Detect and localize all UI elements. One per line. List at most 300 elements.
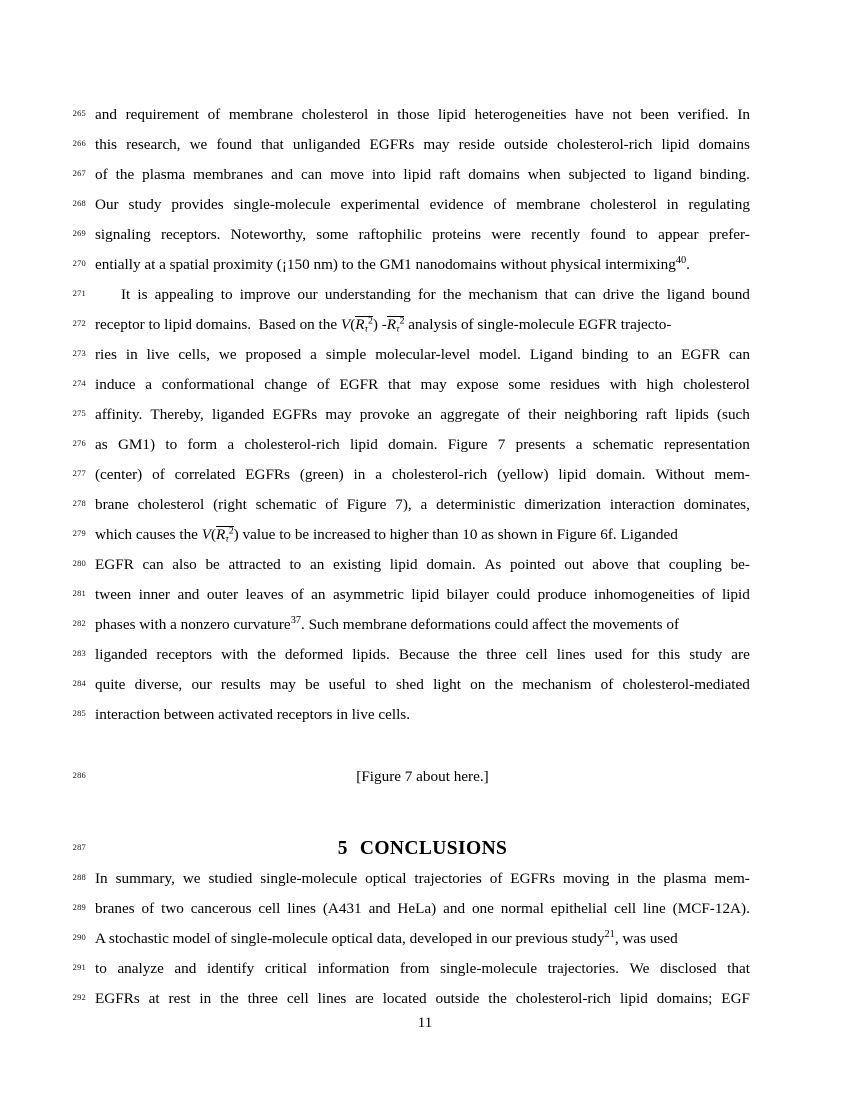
word: membrane — [516, 196, 581, 213]
word: single-molecule — [233, 196, 331, 213]
line-text — [95, 460, 750, 490]
line-text — [95, 190, 750, 220]
word: for — [417, 286, 436, 303]
line-text — [95, 894, 750, 924]
line-number: 267 — [72, 168, 86, 178]
word: receptors — [156, 646, 213, 663]
word: receptors. — [160, 226, 221, 243]
word: to — [633, 166, 646, 183]
word: lipid — [403, 166, 432, 183]
word: dominates, — [683, 496, 750, 513]
word: domains; — [656, 990, 713, 1007]
line-text — [95, 924, 750, 954]
line-text — [95, 310, 750, 340]
word: information — [317, 960, 390, 977]
word: a — [375, 466, 382, 483]
word: tween — [95, 586, 132, 603]
line-number: 276 — [72, 438, 86, 448]
line-text-tail: . Such membrane deformations could affect the movements of — [301, 616, 680, 633]
word: we — [189, 136, 208, 153]
word: unliganded — [292, 136, 361, 153]
word: (right — [213, 496, 247, 513]
word: provoke — [359, 406, 410, 423]
word: induce — [95, 376, 136, 393]
word: binding. — [699, 166, 750, 183]
word: bound — [711, 286, 750, 303]
line-text — [95, 430, 750, 460]
word: regulating — [688, 196, 750, 213]
word: identify — [206, 960, 255, 977]
word: affinity. — [95, 406, 143, 423]
justified-line — [95, 640, 750, 670]
line-text — [95, 130, 750, 160]
line-number: 268 — [72, 198, 86, 208]
justified-line — [95, 490, 750, 520]
word: cholesterol — [301, 106, 369, 123]
text-line — [0, 400, 850, 430]
section-title: CONCLUSIONS — [359, 838, 508, 859]
text-line — [0, 864, 850, 894]
word: cell — [525, 646, 548, 663]
word: 7 — [497, 436, 506, 453]
word: the — [641, 286, 660, 303]
word: proteins — [432, 226, 482, 243]
word: the — [488, 990, 507, 1007]
word: of — [489, 870, 503, 887]
word: Figure — [447, 436, 488, 453]
word: study — [128, 196, 162, 213]
word: may — [420, 376, 447, 393]
word: be- — [730, 556, 750, 573]
word: to — [95, 960, 107, 977]
word: have — [575, 106, 604, 123]
line-number: 287 — [72, 842, 86, 852]
word: can — [574, 286, 596, 303]
word: results — [220, 676, 261, 693]
word: moving — [562, 870, 610, 887]
word: to — [220, 286, 233, 303]
word: coupling — [668, 556, 722, 573]
line-number: 282 — [72, 618, 86, 628]
line-text — [95, 280, 750, 310]
word: that — [727, 960, 750, 977]
word: EGFR — [95, 556, 134, 573]
word: lipid — [437, 106, 466, 123]
text-line — [0, 984, 850, 1014]
word: of — [701, 586, 715, 603]
line-number: 270 — [72, 258, 86, 268]
word: EGF — [721, 990, 750, 1007]
word: brane — [95, 496, 129, 513]
line-number: 277 — [72, 468, 86, 478]
word: outside — [504, 136, 548, 153]
line-text — [95, 762, 750, 792]
citation-superscript[interactable]: 37 — [290, 614, 302, 626]
word: verified. — [677, 106, 729, 123]
line-number: 284 — [72, 678, 86, 688]
word: an — [417, 406, 433, 423]
word: domain. — [388, 436, 438, 453]
line-text — [95, 864, 750, 894]
word: 7), — [395, 496, 412, 513]
line-text — [95, 700, 750, 730]
word: and — [95, 106, 117, 123]
word: bilayer — [446, 586, 489, 603]
word: Thereby, — [150, 406, 204, 423]
word: to — [636, 226, 648, 243]
word: as — [95, 436, 108, 453]
text-line — [0, 762, 850, 792]
word: evidence — [429, 196, 484, 213]
word: epithelial — [550, 900, 608, 917]
word: mechanism — [468, 286, 538, 303]
line-number: 288 — [72, 872, 86, 882]
word: and — [174, 960, 197, 977]
word: cells, — [178, 346, 210, 363]
word: lipid — [389, 556, 418, 573]
word: EGFRs — [272, 406, 318, 423]
line-number: 271 — [72, 288, 86, 298]
word: to — [289, 556, 302, 573]
word: above — [592, 556, 629, 573]
word: studied — [208, 870, 253, 887]
line-text-tail: . — [686, 256, 690, 273]
word: aggregate — [440, 406, 500, 423]
word: may — [423, 136, 450, 153]
word: can — [301, 166, 323, 183]
word: subjected — [568, 166, 626, 183]
word: three — [247, 990, 278, 1007]
word: branes — [95, 900, 135, 917]
word: (MCF-12A). — [672, 900, 750, 917]
word: cholesterol-rich — [391, 466, 488, 483]
line-text — [95, 220, 750, 250]
word: EGFR — [681, 346, 720, 363]
word: lines — [287, 900, 316, 917]
justified-line — [95, 580, 750, 610]
word: disclosed — [660, 960, 717, 977]
word: cancerous — [190, 900, 252, 917]
word: also — [172, 556, 197, 573]
word: raft — [439, 166, 461, 183]
word: shed — [396, 676, 424, 693]
line-with-math: which causes the $V(R_\tau^2)$ value to be increased to higher than 10 as shown in Figure 6f. Liganded — [95, 525, 678, 545]
line-text-body: phases with a nonzero curvature — [95, 616, 291, 633]
line-text — [95, 550, 750, 580]
line-with-citation — [95, 924, 750, 954]
word: we — [218, 346, 237, 363]
word: domain. — [426, 556, 476, 573]
word: that — [261, 136, 284, 153]
word: can — [142, 556, 164, 573]
word: recently — [531, 226, 581, 243]
word: Without — [655, 466, 705, 483]
word: schematic — [592, 436, 654, 453]
word: leaves — [245, 586, 284, 603]
word: Our — [95, 196, 119, 213]
word: conformational — [161, 376, 255, 393]
text-line — [0, 430, 850, 460]
word: membranes — [193, 166, 264, 183]
justified-line — [95, 100, 750, 130]
text-line — [0, 640, 850, 670]
justified-line — [95, 670, 750, 700]
word: the — [115, 166, 135, 183]
line-number: 278 — [72, 498, 86, 508]
justified-line — [95, 894, 750, 924]
word: cholesterol-rich — [515, 990, 612, 1007]
word: residues — [550, 376, 600, 393]
line-with-citation — [95, 610, 750, 640]
word: in — [125, 346, 138, 363]
word: (A431 — [322, 900, 362, 917]
word: located — [382, 990, 427, 1007]
word: line — [642, 900, 666, 917]
word: our — [191, 676, 212, 693]
word: understanding — [324, 286, 411, 303]
word: dimerization — [524, 496, 602, 513]
word: single-molecule — [440, 960, 538, 977]
word: (center) — [95, 466, 143, 483]
word: lipid — [349, 436, 378, 453]
line-text — [95, 250, 750, 280]
word: In — [737, 106, 750, 123]
word: mechanism — [522, 676, 592, 693]
word: of — [507, 406, 521, 423]
word: and — [368, 900, 391, 917]
word: that — [544, 286, 568, 303]
word: may — [269, 676, 296, 693]
word: a — [420, 496, 428, 513]
line-number: 269 — [72, 228, 86, 238]
text-line — [0, 190, 850, 220]
word: from — [399, 960, 430, 977]
word: are — [731, 646, 750, 663]
word: that — [637, 556, 661, 573]
word: inhomogeneities — [593, 586, 695, 603]
word: trajectories — [414, 870, 482, 887]
word: lipid — [411, 586, 440, 603]
word: of — [325, 496, 338, 513]
line-text-body: interaction between activated receptors in live cells. — [95, 706, 410, 723]
word: in — [199, 990, 212, 1007]
word: plasma — [142, 166, 186, 183]
word: were — [491, 226, 521, 243]
word: and — [443, 900, 466, 917]
word: an — [657, 346, 673, 363]
page-number: 11 — [417, 1015, 433, 1031]
word: Noteworthy, — [230, 226, 307, 243]
word: domains — [468, 166, 520, 183]
word: and — [271, 166, 294, 183]
word: study — [689, 646, 723, 663]
word: out — [564, 556, 584, 573]
word: this — [658, 646, 681, 663]
word: rest — [168, 990, 191, 1007]
word: deformed — [284, 646, 344, 663]
word: (green) — [299, 466, 344, 483]
citation-superscript[interactable]: 40 — [675, 254, 687, 266]
line-number: 266 — [72, 138, 86, 148]
word: raftophilic — [358, 226, 422, 243]
word: with — [609, 376, 637, 393]
word: is — [137, 286, 148, 303]
justified-line — [95, 460, 750, 490]
text-line — [0, 130, 850, 160]
word: to — [637, 346, 649, 363]
line-number: 280 — [72, 558, 86, 568]
math-variance-minus-expression: $V(R_\tau^2)$ $-R_\tau^2$ — [340, 315, 405, 335]
text-line — [0, 894, 850, 924]
word: Ligand — [529, 346, 573, 363]
line-number: 265 — [72, 108, 86, 118]
word: found — [590, 226, 626, 243]
word: lipids — [675, 406, 709, 423]
line-text — [95, 610, 750, 640]
justified-line — [95, 160, 750, 190]
text-line — [0, 220, 850, 250]
word: outside — [435, 990, 480, 1007]
word: of — [95, 166, 108, 183]
word: Because — [398, 646, 450, 663]
line-number: 274 — [72, 378, 86, 388]
word: plasma — [663, 870, 707, 887]
word: some — [316, 226, 349, 243]
word: analyze — [117, 960, 164, 977]
line-text — [95, 520, 750, 550]
text-line — [0, 490, 850, 520]
word: of — [291, 586, 304, 603]
word: to — [374, 676, 387, 693]
justified-line — [95, 984, 750, 1014]
line-text — [95, 954, 750, 984]
word: lipid — [619, 990, 648, 1007]
justified-line — [95, 280, 750, 310]
word: liganded — [95, 646, 148, 663]
word: lipid — [721, 586, 750, 603]
word: in — [376, 106, 389, 123]
word: mem- — [714, 466, 750, 483]
word: liganded — [212, 406, 265, 423]
word: cholesterol-mediated — [622, 676, 750, 693]
word: into — [371, 166, 396, 183]
word: In — [95, 870, 108, 887]
justified-line — [95, 550, 750, 580]
text-line — [0, 100, 850, 130]
word: change — [264, 376, 308, 393]
word: of — [207, 106, 221, 123]
word: cell — [286, 990, 309, 1007]
word: cholesterol — [590, 196, 657, 213]
word: the — [637, 870, 656, 887]
text-line — [0, 700, 850, 730]
word: of — [152, 466, 165, 483]
word: in — [666, 196, 679, 213]
word: those — [397, 106, 430, 123]
word: the — [257, 646, 276, 663]
line-number: 279 — [72, 528, 86, 538]
citation-superscript[interactable]: 21 — [604, 928, 615, 940]
word: As — [484, 556, 502, 573]
word: light — [433, 676, 461, 693]
word: diverse, — [134, 676, 183, 693]
line-text — [95, 580, 750, 610]
word: three — [486, 646, 517, 663]
word: domain. — [596, 466, 646, 483]
word: form — [187, 436, 218, 453]
line-number: 281 — [72, 588, 86, 598]
word: model. — [479, 346, 521, 363]
line-text — [95, 100, 750, 130]
word: drive — [602, 286, 635, 303]
word: provides — [171, 196, 224, 213]
word: lines — [317, 990, 347, 1007]
word: high — [646, 376, 674, 393]
word: single-molecule — [260, 870, 358, 887]
word: inner — [138, 586, 170, 603]
line-number: 272 — [72, 318, 86, 328]
justified-line — [95, 430, 750, 460]
text-line — [0, 160, 850, 190]
word: a — [310, 346, 317, 363]
word: their — [528, 406, 557, 423]
justified-line — [95, 864, 750, 894]
word: existing — [332, 556, 382, 573]
word: cell — [258, 900, 281, 917]
text-line — [0, 954, 850, 984]
word: We — [629, 960, 650, 977]
word: be — [205, 556, 220, 573]
word: simple — [325, 346, 367, 363]
word: critical — [264, 960, 307, 977]
text-line — [0, 340, 850, 370]
line-text — [95, 490, 750, 520]
word: be — [305, 676, 320, 693]
word: the — [458, 646, 478, 663]
line-text — [95, 640, 750, 670]
word: cholesterol-rich — [244, 436, 340, 453]
word: research, — [126, 136, 181, 153]
word: asymmetric — [332, 586, 404, 603]
word: optical — [365, 870, 407, 887]
word: deterministic — [436, 496, 516, 513]
word: experimental — [340, 196, 420, 213]
word: been — [640, 106, 670, 123]
word: when — [527, 166, 561, 183]
word: a — [227, 436, 235, 453]
line-text — [95, 984, 750, 1014]
word: outer — [206, 586, 239, 603]
word: EGFRs — [95, 990, 140, 1007]
line-number: 289 — [72, 902, 86, 912]
line-number: 286 — [72, 770, 86, 780]
text-line — [0, 834, 850, 864]
word: our — [297, 286, 318, 303]
word: in — [353, 466, 366, 483]
justified-line — [95, 340, 750, 370]
word: EGFRs — [369, 136, 415, 153]
word: signaling — [95, 226, 151, 243]
word: expose — [456, 376, 499, 393]
line-text-tail: , was used — [614, 930, 678, 947]
justified-line — [95, 954, 750, 984]
word: normal — [500, 900, 544, 917]
word: with — [221, 646, 249, 663]
word: cell — [614, 900, 637, 917]
line-text — [95, 670, 750, 700]
word: ligand — [666, 286, 705, 303]
line-text — [95, 400, 750, 430]
